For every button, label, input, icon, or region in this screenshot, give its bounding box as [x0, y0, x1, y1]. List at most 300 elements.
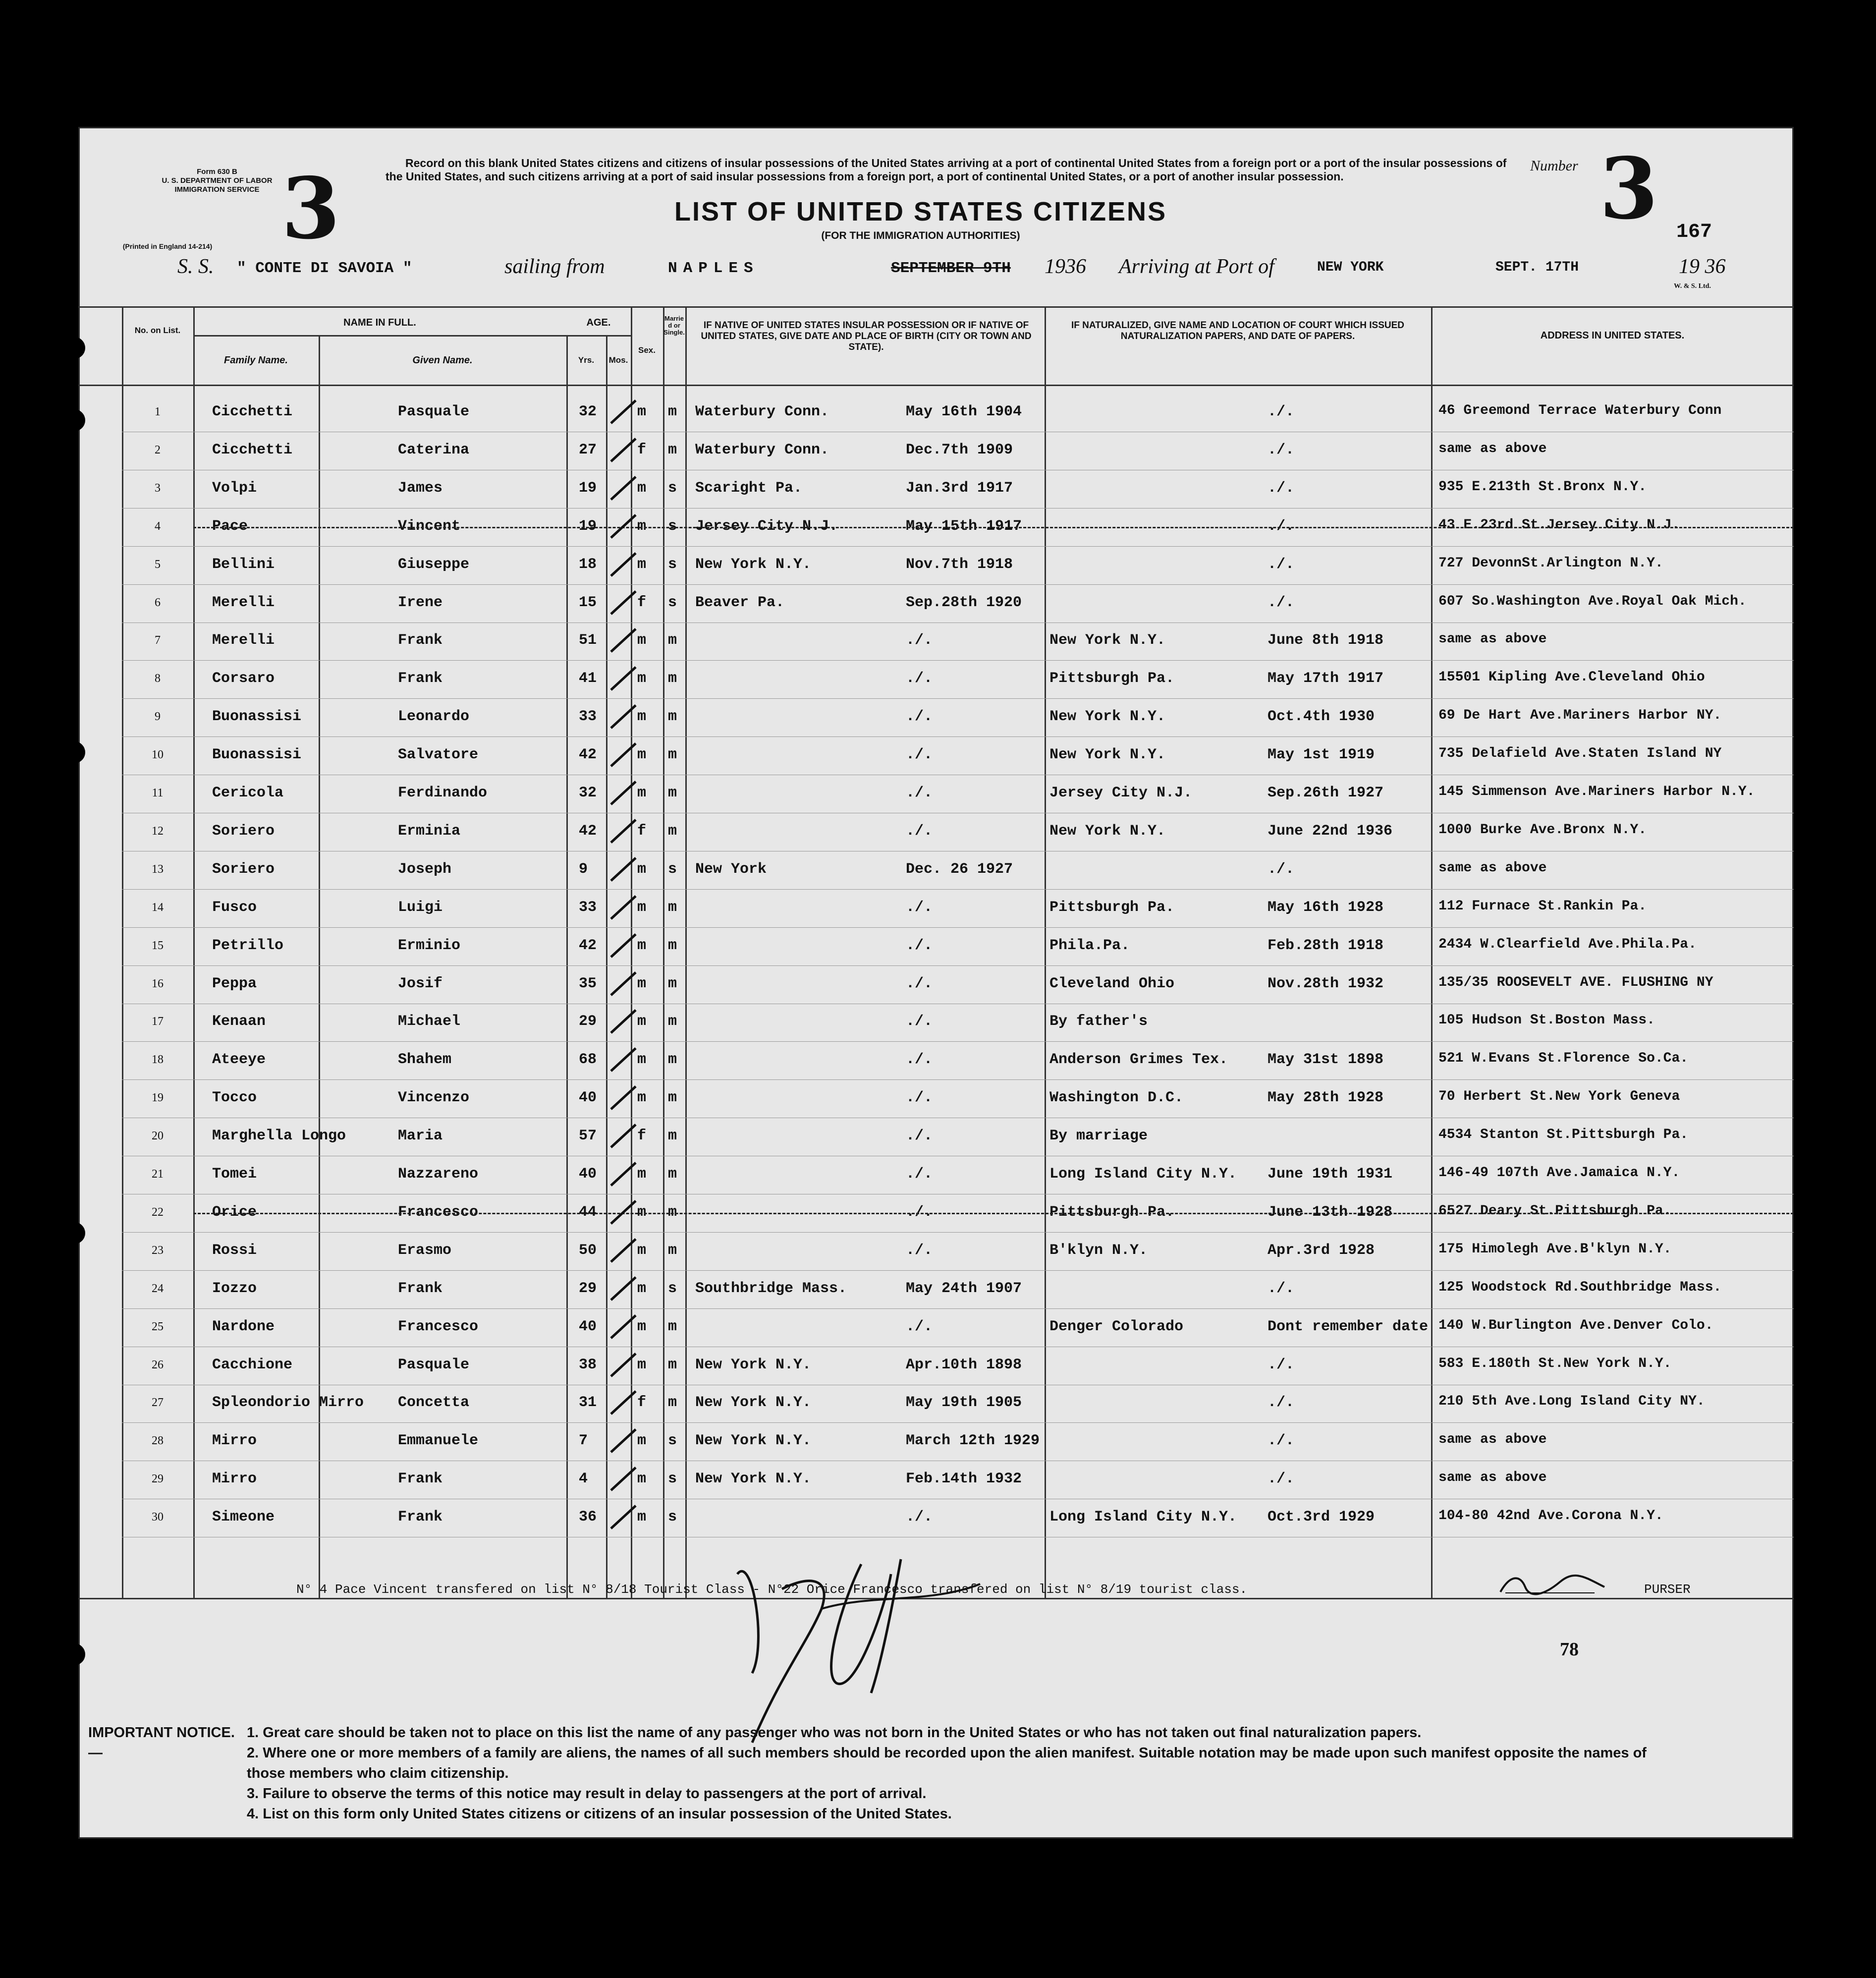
cell-birth-place: Waterbury Conn.	[695, 403, 829, 420]
col-header-married: Married or Single.	[663, 315, 685, 336]
cell-given: Frank	[398, 632, 443, 649]
cell-nat-date: Sep.26th 1927	[1268, 785, 1384, 801]
cell-age: 44	[579, 1203, 597, 1221]
cell-sex: m	[637, 860, 647, 878]
bottom-mark: 78	[1560, 1639, 1579, 1660]
cell-given: Pasquale	[398, 1356, 470, 1373]
row-number: 3	[155, 481, 161, 495]
cell-address: same as above	[1438, 860, 1547, 876]
cell-ms: m	[668, 441, 677, 458]
table-row	[78, 1348, 1794, 1385]
cell-nat-date: June 19th 1931	[1268, 1166, 1393, 1183]
check-mark-icon	[608, 1236, 638, 1266]
cell-birth-date: Feb.14th 1932	[906, 1470, 1022, 1488]
table-row	[78, 661, 1794, 699]
row-number: 25	[152, 1320, 164, 1333]
table-row	[78, 737, 1794, 775]
cell-given: Concetta	[398, 1394, 470, 1412]
cell-age: 29	[579, 1280, 597, 1297]
check-mark-icon	[608, 740, 638, 770]
cell-birth-place: New York N.Y.	[695, 1470, 812, 1488]
col-header-yrs: Yrs.	[578, 355, 595, 365]
cell-birth-date: ./.	[906, 632, 933, 649]
cell-family: Merelli	[212, 594, 275, 611]
cell-ms: m	[668, 670, 677, 687]
cell-given: Francesco	[398, 1318, 479, 1335]
check-mark-icon	[608, 550, 638, 580]
col-header-native: IF NATIVE OF UNITED STATES INSULAR POSSESSION OR IF NATIVE OF UNITED STATES, GIVE DATE AND PLACE OF BIRTH (CITY OR TOWN AND STATE).	[701, 320, 1032, 352]
cell-address: 1000 Burke Ave.Bronx N.Y.	[1438, 822, 1647, 838]
cell-family: Merelli	[212, 632, 275, 649]
table-row	[78, 1195, 1794, 1233]
cell-family: Iozzo	[212, 1280, 257, 1297]
cell-nat-date: ./.	[1268, 479, 1295, 497]
row-number: 22	[152, 1205, 164, 1219]
check-mark-icon	[608, 664, 638, 694]
handwritten-signature	[722, 1544, 1000, 1752]
cell-given: Vincent	[398, 517, 461, 535]
check-mark-icon	[608, 626, 638, 656]
row-rule	[122, 1308, 1794, 1309]
cell-nat-court: New York N.Y.	[1049, 708, 1166, 726]
cell-address: 4534 Stanton St.Pittsburgh Pa.	[1438, 1127, 1689, 1143]
cell-birth-place: Waterbury Conn.	[695, 441, 829, 458]
row-number: 20	[152, 1130, 164, 1143]
cell-sex: m	[637, 479, 647, 497]
cell-sex: m	[637, 1432, 647, 1450]
cell-age: 27	[579, 441, 597, 458]
check-mark-icon	[608, 1083, 638, 1113]
cell-birth-date: ./.	[906, 1203, 933, 1221]
form-number: Form 630 B	[197, 168, 237, 176]
cell-age: 32	[579, 785, 597, 801]
number-value: 3	[1600, 139, 1658, 238]
check-mark-icon	[608, 779, 638, 808]
cell-nat-date: ./.	[1268, 441, 1295, 458]
cell-family: Orice	[212, 1203, 257, 1221]
sailing-label: sailing from	[504, 255, 605, 278]
cell-age: 42	[579, 822, 597, 840]
row-rule	[122, 1232, 1794, 1233]
cell-age: 33	[579, 899, 597, 916]
purser-signature	[1495, 1572, 1609, 1597]
manifest-sheet	[78, 127, 1794, 1839]
cell-given: Giuseppe	[398, 556, 470, 573]
cell-sex: m	[637, 975, 647, 992]
cell-address: 112 Furnace St.Rankin Pa.	[1438, 898, 1647, 914]
cell-address: 140 W.Burlington Ave.Denver Colo.	[1438, 1317, 1713, 1333]
cell-address: 727 DevonnSt.Arlington N.Y.	[1438, 555, 1663, 571]
cell-age: 38	[579, 1356, 597, 1373]
cell-birth-date: ./.	[906, 1013, 933, 1030]
cell-given: Leonardo	[398, 708, 470, 726]
cell-birth-date: ./.	[906, 708, 933, 726]
punch-hole	[63, 337, 85, 359]
table-row	[78, 547, 1794, 585]
cell-ms: m	[668, 899, 677, 916]
cell-ms: s	[668, 1470, 677, 1488]
cell-ms: m	[668, 785, 677, 801]
table-row	[78, 1309, 1794, 1347]
cell-sex: m	[637, 708, 647, 726]
row-rule	[122, 698, 1794, 699]
row-number: 7	[155, 634, 161, 647]
cell-given: Erminia	[398, 822, 461, 840]
table-row	[78, 1385, 1794, 1423]
table-row	[78, 509, 1794, 547]
cell-nat-date: ./.	[1268, 1432, 1295, 1450]
cell-family: Mirro	[212, 1470, 257, 1488]
cell-birth-date: ./.	[906, 1089, 933, 1107]
cell-address: same as above	[1438, 441, 1547, 456]
cell-age: 42	[579, 937, 597, 954]
cell-nat-court: Long Island City N.Y.	[1049, 1509, 1237, 1526]
form-subtitle: (FOR THE IMMIGRATION AUTHORITIES)	[821, 230, 1020, 241]
check-mark-icon	[608, 436, 638, 465]
cell-given: Francesco	[398, 1203, 479, 1221]
big-list-number: 3	[281, 159, 340, 258]
cell-age: 51	[579, 632, 597, 649]
cell-sex: m	[637, 1242, 647, 1259]
col-header-naturalized: IF NATURALIZED, GIVE NAME AND LOCATION OF COURT WHICH ISSUED NATURALIZATION PAPERS, AND DATE OF PAPERS.	[1071, 320, 1404, 341]
cell-nat-date: ./.	[1268, 860, 1295, 878]
cell-given: Ferdinando	[398, 785, 488, 801]
table-row	[78, 1423, 1794, 1461]
cell-given: Salvatore	[398, 746, 479, 764]
table-row	[78, 776, 1794, 813]
cell-nat-court: New York N.Y.	[1049, 632, 1166, 649]
row-number: 30	[152, 1511, 164, 1524]
notice-heading: IMPORTANT NOTICE.—	[88, 1725, 235, 1761]
row-number: 19	[152, 1091, 164, 1105]
cell-age: 31	[579, 1394, 597, 1412]
form-info	[143, 168, 291, 194]
number-label: Number	[1530, 158, 1578, 174]
cell-birth-date: May 19th 1905	[906, 1394, 1022, 1412]
cell-birth-date: Jan.3rd 1917	[906, 479, 1013, 497]
cell-family: Fusco	[212, 899, 257, 916]
col-header-given: Given Name.	[412, 355, 473, 366]
cell-ms: s	[668, 1280, 677, 1297]
row-rule	[122, 1079, 1794, 1080]
cell-birth-date: ./.	[906, 1128, 933, 1145]
col-header-age: AGE.	[586, 317, 611, 328]
cell-address: 15501 Kipling Ave.Cleveland Ohio	[1438, 670, 1705, 685]
cell-family: Cacchione	[212, 1356, 293, 1373]
cell-nat-date: Dont remember date	[1268, 1318, 1429, 1335]
ship-name: " CONTE DI SAVOIA "	[237, 260, 412, 277]
table-row	[78, 852, 1794, 890]
row-number: 13	[152, 862, 164, 876]
cell-nat-date: June 22nd 1936	[1268, 822, 1393, 840]
cell-family: Nardone	[212, 1318, 275, 1335]
cell-sex: m	[637, 899, 647, 916]
cell-birth-place: New York N.Y.	[695, 1432, 812, 1450]
row-number: 28	[152, 1434, 164, 1448]
cell-given: Vincenzo	[398, 1089, 470, 1107]
sail-year: 1936	[1045, 255, 1086, 278]
cell-nat-date: ./.	[1268, 1394, 1295, 1412]
notice-item: 3. Failure to observe the terms of this notice may result in delay to passengers at the port of arrival.	[247, 1786, 927, 1802]
cell-sex: m	[637, 1280, 647, 1297]
check-mark-icon	[608, 1160, 638, 1189]
cell-given: Nazzareno	[398, 1166, 479, 1183]
cell-birth-date: ./.	[906, 1051, 933, 1069]
cell-birth-date: ./.	[906, 975, 933, 992]
cell-birth-date: ./.	[906, 822, 933, 840]
cell-family: Pace	[212, 517, 248, 535]
cell-ms: m	[668, 403, 677, 420]
cell-nat-date: June 13th 1928	[1268, 1203, 1393, 1221]
row-number: 4	[155, 519, 161, 533]
cell-nat-date: May 1st 1919	[1268, 746, 1375, 764]
check-mark-icon	[608, 855, 638, 885]
cell-age: 68	[579, 1051, 597, 1069]
from-port: NAPLES	[668, 260, 759, 277]
cell-ms: m	[668, 632, 677, 649]
row-number: 21	[152, 1168, 164, 1181]
col-header-no: No. on List.	[134, 326, 181, 335]
cell-birth-date: Nov.7th 1918	[906, 556, 1013, 573]
transfer-note: N° 4 Pace Vincent transfered on list N° 8/18 Tourist Class - N°22 Orice Francesco transfered on list N° 8/19 tourist class.	[296, 1582, 1248, 1597]
row-rule	[122, 1270, 1794, 1271]
cell-address: 735 Delafield Ave.Staten Island NY	[1438, 746, 1722, 762]
cell-address: 43 E.23rd St.Jersey City N.J.	[1438, 517, 1680, 533]
cell-birth-date: ./.	[906, 1166, 933, 1183]
cell-nat-court: Pittsburgh Pa.	[1049, 899, 1175, 916]
cell-address: 145 Simmenson Ave.Mariners Harbor N.Y.	[1438, 784, 1755, 799]
cell-age: 35	[579, 975, 597, 992]
cell-sex: m	[637, 1013, 647, 1030]
printer-mark: W. & S. Ltd.	[1674, 283, 1711, 290]
strike-through	[193, 527, 1794, 528]
cell-family: Spleondorio Mirro	[212, 1394, 364, 1412]
cell-family: Kenaan	[212, 1013, 266, 1030]
cell-family: Peppa	[212, 975, 257, 992]
cell-sex: m	[637, 937, 647, 954]
cell-ms: m	[668, 1051, 677, 1069]
check-mark-icon	[608, 1007, 638, 1037]
row-number: 12	[152, 824, 164, 838]
cell-age: 41	[579, 670, 597, 687]
cell-sex: f	[637, 822, 647, 840]
cell-address: 583 E.180th St.New York N.Y.	[1438, 1356, 1672, 1371]
cell-address: 46 Greemond Terrace Waterbury Conn	[1438, 403, 1722, 418]
cell-ms: m	[668, 746, 677, 764]
notice-list	[247, 1723, 1684, 1824]
cell-age: 40	[579, 1089, 597, 1107]
arrive-year: 19 36	[1679, 255, 1726, 278]
cell-nat-date: ./.	[1268, 517, 1295, 535]
cell-birth-date: Dec. 26 1927	[906, 860, 1013, 878]
cell-birth-date: ./.	[906, 670, 933, 687]
cell-family: Ateeye	[212, 1051, 266, 1069]
table-row	[78, 1157, 1794, 1194]
purser-label: PURSER	[1644, 1582, 1691, 1597]
printed-note: (Printed in England 14-214)	[122, 242, 213, 250]
cell-family: Tocco	[212, 1089, 257, 1107]
cell-age: 33	[579, 708, 597, 726]
check-mark-icon	[608, 1388, 638, 1418]
cell-age: 19	[579, 517, 597, 535]
cell-nat-court: New York N.Y.	[1049, 822, 1166, 840]
service: IMMIGRATION SERVICE	[174, 185, 260, 194]
row-number: 11	[152, 787, 164, 799]
cell-family: Bellini	[212, 556, 275, 573]
arrive-port: NEW YORK	[1317, 260, 1384, 275]
cell-family: Simeone	[212, 1509, 275, 1526]
row-rule	[122, 1041, 1794, 1042]
cell-nat-court: Cleveland Ohio	[1049, 975, 1175, 992]
cell-address: 6527 Deary St.Pittsburgh Pa.	[1438, 1203, 1672, 1219]
cell-sex: m	[637, 403, 647, 420]
cell-sex: m	[637, 1318, 647, 1335]
cell-sex: m	[637, 670, 647, 687]
cell-family: Tomei	[212, 1166, 257, 1183]
table-row	[78, 471, 1794, 509]
form-title: LIST OF UNITED STATES CITIZENS	[674, 197, 1167, 226]
row-number: 18	[152, 1053, 164, 1067]
cell-given: Pasquale	[398, 403, 470, 420]
cell-address: 2434 W.Clearfield Ave.Phila.Pa.	[1438, 936, 1697, 952]
table-row	[78, 433, 1794, 470]
cell-family: Cericola	[212, 785, 284, 801]
cell-given: Maria	[398, 1128, 443, 1145]
row-number: 14	[152, 901, 164, 914]
col-header-family: Family Name.	[224, 355, 288, 366]
cell-sex: f	[637, 441, 647, 458]
cell-nat-date: Feb.28th 1918	[1268, 937, 1384, 954]
cell-birth-date: Apr.10th 1898	[906, 1356, 1022, 1373]
cell-age: 9	[579, 860, 588, 878]
check-mark-icon	[608, 702, 638, 732]
cell-age: 40	[579, 1318, 597, 1335]
table-row	[78, 585, 1794, 623]
cell-age: 4	[579, 1470, 588, 1488]
row-rule	[122, 508, 1794, 509]
check-mark-icon	[608, 1312, 638, 1342]
cell-ms: m	[668, 1166, 677, 1183]
arriving-label: Arriving at Port of	[1119, 255, 1274, 278]
cell-address: 105 Hudson St.Boston Mass.	[1438, 1013, 1655, 1028]
check-mark-icon	[608, 1503, 638, 1532]
cell-family: Rossi	[212, 1242, 257, 1259]
notice-item: 2. Where one or more members of a family are aliens, the names of all such members should be recorded upon the alien manifest. Suitable notation may be made upon such manifest opposite the names of those members who claim citizenship.	[247, 1745, 1647, 1781]
cell-birth-date: ./.	[906, 785, 933, 801]
cell-family: Soriero	[212, 860, 275, 878]
table-row	[78, 1271, 1794, 1309]
row-number: 10	[152, 748, 164, 762]
cell-nat-date: ./.	[1268, 1356, 1295, 1373]
cell-nat-court: New York N.Y.	[1049, 746, 1166, 764]
cell-birth-place: Jersey City N.J.	[695, 517, 838, 535]
cell-nat-date: Oct.4th 1930	[1268, 708, 1375, 726]
cell-address: 175 Himolegh Ave.B'klyn N.Y.	[1438, 1241, 1672, 1257]
cell-address: 521 W.Evans St.Florence So.Ca.	[1438, 1051, 1689, 1067]
cell-nat-court: Phila.Pa.	[1049, 937, 1130, 954]
cell-nat-date: Apr.3rd 1928	[1268, 1242, 1375, 1259]
cell-ms: m	[668, 1394, 677, 1412]
cell-ms: m	[668, 975, 677, 992]
cell-age: 15	[579, 594, 597, 611]
check-mark-icon	[608, 474, 638, 504]
cell-address: 69 De Hart Ave.Mariners Harbor NY.	[1438, 708, 1722, 724]
arrive-date: SEPT. 17TH	[1495, 260, 1579, 275]
row-number: 1	[155, 405, 161, 418]
cell-age: 19	[579, 479, 597, 497]
cell-sex: m	[637, 1089, 647, 1107]
cell-given: Luigi	[398, 899, 443, 916]
cell-ms: m	[668, 1242, 677, 1259]
ss-label: S. S.	[177, 255, 214, 278]
table-header-rule	[78, 385, 1794, 386]
cell-given: James	[398, 479, 443, 497]
check-mark-icon	[608, 1045, 638, 1075]
check-mark-icon	[608, 588, 638, 618]
cell-address: 935 E.213th St.Bronx N.Y.	[1438, 479, 1647, 495]
cell-sex: m	[637, 1356, 647, 1373]
cell-ms: s	[668, 1432, 677, 1450]
cell-sex: m	[637, 1166, 647, 1183]
row-number: 26	[152, 1358, 164, 1371]
cell-birth-date: May 15th 1917	[906, 517, 1022, 535]
cell-family: Cicchetti	[212, 403, 293, 420]
check-mark-icon	[608, 1351, 638, 1380]
cell-address: same as above	[1438, 631, 1547, 647]
cell-birth-date: May 16th 1904	[906, 403, 1022, 420]
cell-sex: m	[637, 517, 647, 535]
cell-given: Frank	[398, 1509, 443, 1526]
row-number: 8	[155, 672, 161, 685]
cell-address: 135/35 ROOSEVELT AVE. FLUSHING NY	[1438, 974, 1713, 990]
cell-age: 18	[579, 556, 597, 573]
cell-nat-date: ./.	[1268, 1280, 1295, 1297]
row-rule	[122, 546, 1794, 547]
row-rule	[122, 927, 1794, 928]
cell-given: Frank	[398, 670, 443, 687]
row-rule	[122, 660, 1794, 661]
cell-sex: m	[637, 1509, 647, 1526]
cell-family: Buonassisi	[212, 746, 302, 764]
cell-nat-date: ./.	[1268, 556, 1295, 573]
row-rule	[122, 584, 1794, 585]
name-age-subrule	[193, 335, 631, 337]
cell-given: Erasmo	[398, 1242, 452, 1259]
check-mark-icon	[608, 1274, 638, 1304]
check-mark-icon	[608, 512, 638, 542]
cell-given: Caterina	[398, 441, 470, 458]
cell-family: Volpi	[212, 479, 257, 497]
cell-age: 7	[579, 1432, 588, 1450]
cell-address: 104-80 42nd Ave.Corona N.Y.	[1438, 1508, 1663, 1524]
cell-family: Buonassisi	[212, 708, 302, 726]
col-header-sex: Sex.	[638, 345, 656, 355]
table-row	[78, 890, 1794, 928]
row-rule	[122, 1422, 1794, 1423]
cell-nat-court: Anderson Grimes Tex.	[1049, 1051, 1228, 1069]
row-number: 9	[155, 710, 161, 724]
cell-age: 29	[579, 1013, 597, 1030]
cell-birth-date: March 12th 1929	[906, 1432, 1040, 1450]
row-number: 15	[152, 939, 164, 952]
cell-birth-date: ./.	[906, 1509, 933, 1526]
cell-sex: m	[637, 785, 647, 801]
cell-birth-date: ./.	[906, 937, 933, 954]
cell-ms: m	[668, 1089, 677, 1107]
notice-item: 1. Great care should be taken not to place on this list the name of any passenger who was not born in the United States or who has not taken out final naturalization papers.	[247, 1725, 1422, 1741]
cell-sex: f	[637, 594, 647, 611]
cell-nat-court: Jersey City N.J.	[1049, 785, 1193, 801]
